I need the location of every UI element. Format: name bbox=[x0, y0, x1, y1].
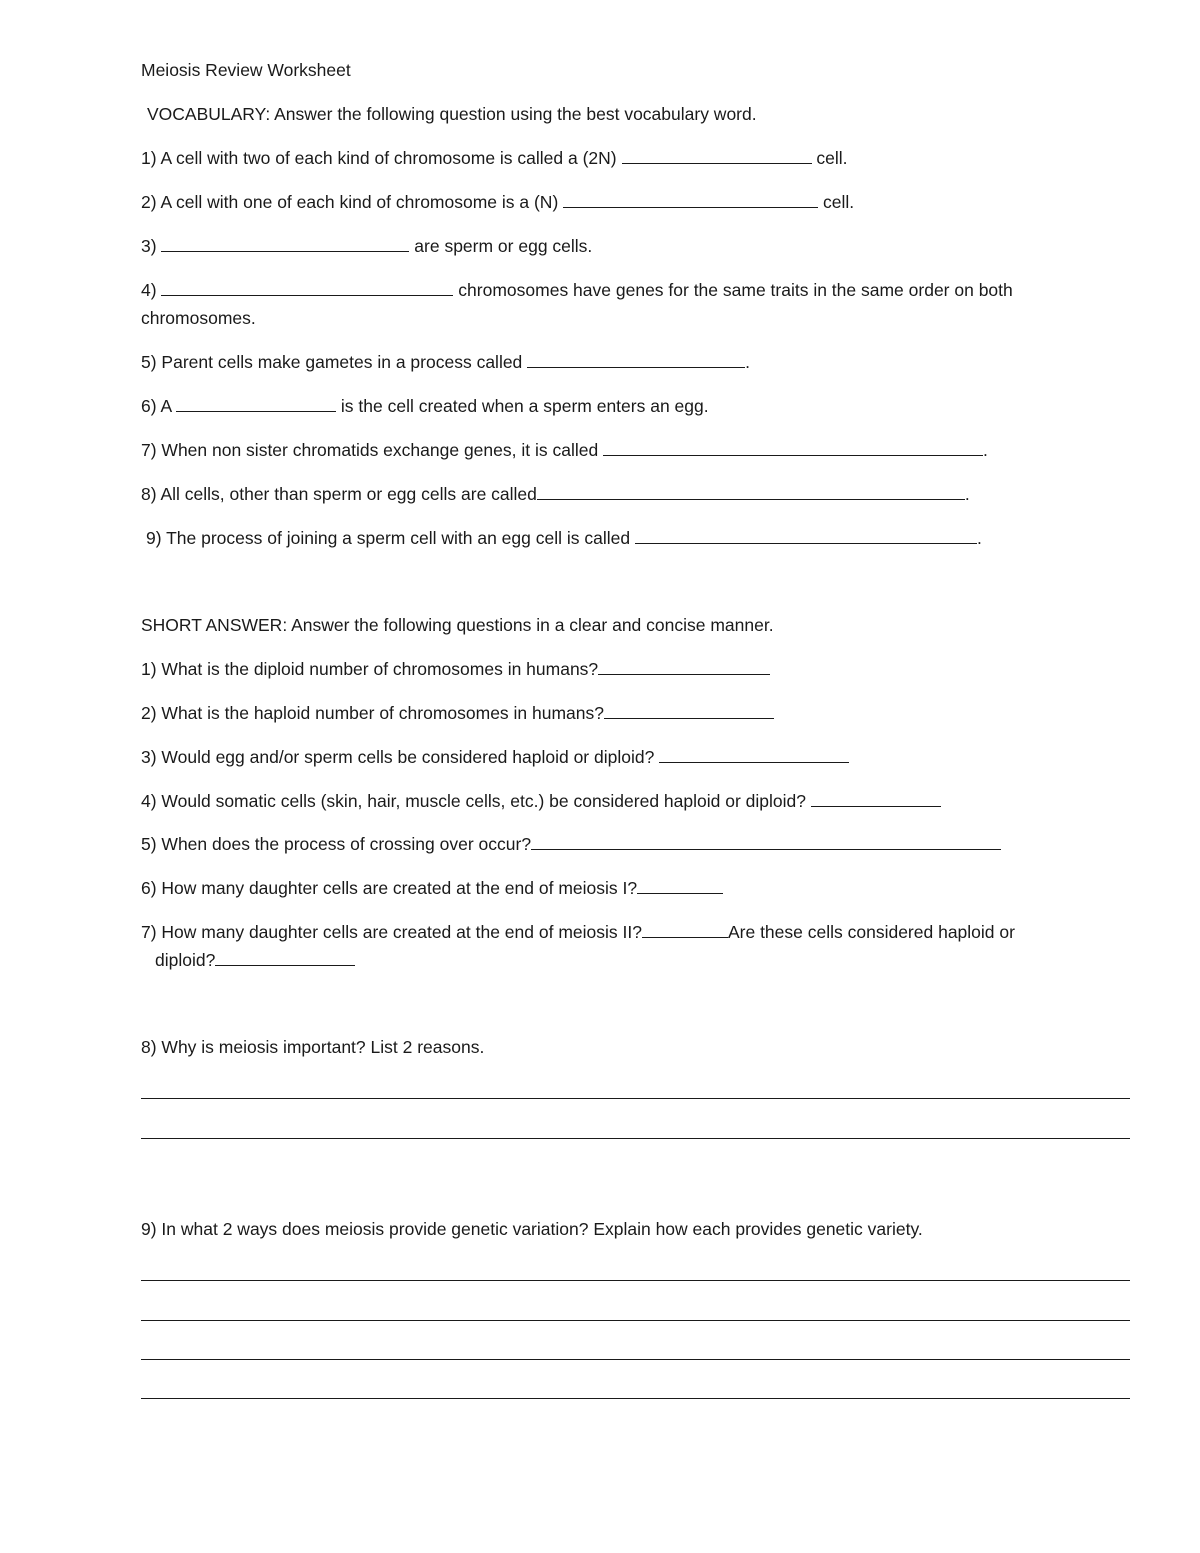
vocabulary-instructions bbox=[147, 103, 757, 125]
vocab-q9-text: 9) The process of joining a sperm cell with an egg cell is called bbox=[146, 528, 635, 548]
short-q5-answer-blank[interactable] bbox=[531, 833, 1001, 850]
q8-answer-line-1[interactable] bbox=[141, 1098, 1130, 1099]
vocab-q6-answer-blank[interactable] bbox=[176, 395, 336, 412]
vocab-q5-suffix: . bbox=[745, 352, 751, 372]
short-question-5 bbox=[141, 833, 1001, 855]
vocab-q4-continuation: chromosomes. bbox=[141, 308, 256, 328]
short-question-2 bbox=[141, 702, 774, 724]
short-question-8: 8) Why is meiosis important? List 2 reasons. bbox=[141, 1037, 485, 1057]
vocab-question-3 bbox=[141, 235, 592, 257]
vocab-question-2 bbox=[141, 191, 854, 213]
q9-answer-line-3[interactable] bbox=[141, 1359, 1130, 1360]
short-question-3 bbox=[141, 746, 849, 768]
short-q5-text: 5) When does the process of crossing over occur? bbox=[141, 834, 532, 854]
short-answer-instruction: Answer the following questions in a clear and concise manner. bbox=[287, 615, 774, 635]
short-q4-answer-blank[interactable] bbox=[811, 790, 941, 807]
short-answer-instructions bbox=[141, 614, 774, 636]
vocab-q3-answer-blank[interactable] bbox=[161, 235, 409, 252]
short-q7-continuation bbox=[155, 949, 355, 971]
short-q6-answer-blank[interactable] bbox=[637, 877, 723, 894]
vocab-q4-answer-blank[interactable] bbox=[161, 279, 453, 296]
q8-answer-line-2[interactable] bbox=[141, 1138, 1130, 1139]
vocab-question-5 bbox=[141, 351, 750, 373]
vocab-q2-suffix: cell. bbox=[818, 192, 855, 212]
vocab-q1-text: 1) A cell with two of each kind of chromosome is called a (2N) bbox=[141, 148, 622, 168]
worksheet-title: Meiosis Review Worksheet bbox=[141, 60, 351, 80]
vocab-q5-text: 5) Parent cells make gametes in a process called bbox=[141, 352, 528, 372]
short-q7-answer-blank-count[interactable] bbox=[642, 921, 728, 938]
short-q1-answer-blank[interactable] bbox=[598, 658, 770, 675]
vocab-q8-suffix: . bbox=[964, 484, 970, 504]
short-q7-answer-blank-type[interactable] bbox=[215, 949, 355, 966]
short-question-4 bbox=[141, 790, 941, 812]
vocab-q4-text: chromosomes have genes for the same traits in the same order on both bbox=[453, 280, 1013, 300]
short-question-1 bbox=[141, 658, 770, 680]
vocab-q3-prefix: 3) bbox=[141, 236, 162, 256]
vocab-question-4 bbox=[141, 279, 1013, 301]
short-q6-text: 6) How many daughter cells are created at the end of meiosis I? bbox=[141, 878, 638, 898]
vocab-q5-answer-blank[interactable] bbox=[527, 351, 745, 368]
vocab-q2-answer-blank[interactable] bbox=[563, 191, 818, 208]
vocab-q7-answer-blank[interactable] bbox=[603, 439, 983, 456]
short-q2-text: 2) What is the haploid number of chromosomes in humans? bbox=[141, 703, 605, 723]
short-question-9: 9) In what 2 ways does meiosis provide genetic variation? Explain how each provides genetic variety. bbox=[141, 1219, 923, 1239]
vocabulary-instruction: Answer the following question using the best vocabulary word. bbox=[270, 104, 757, 124]
short-q3-text: 3) Would egg and/or sperm cells be considered haploid or diploid? bbox=[141, 747, 660, 767]
vocab-q4-prefix: 4) bbox=[141, 280, 162, 300]
short-q7-followup: Are these cells considered haploid or bbox=[727, 922, 1015, 942]
q9-answer-line-2[interactable] bbox=[141, 1320, 1130, 1321]
short-q1-text: 1) What is the diploid number of chromosomes in humans? bbox=[141, 659, 599, 679]
vocab-q1-answer-blank[interactable] bbox=[622, 147, 812, 164]
short-answer-heading: SHORT ANSWER: bbox=[141, 615, 288, 635]
vocab-question-9 bbox=[146, 527, 982, 549]
short-q2-answer-blank[interactable] bbox=[604, 702, 774, 719]
short-q7-text: 7) How many daughter cells are created at the end of meiosis II? bbox=[141, 922, 642, 942]
vocab-q2-text: 2) A cell with one of each kind of chromosome is a (N) bbox=[141, 192, 564, 212]
short-question-7 bbox=[141, 921, 1015, 943]
vocab-q7-suffix: . bbox=[983, 440, 988, 460]
vocab-question-6 bbox=[141, 395, 709, 417]
q9-answer-line-4[interactable] bbox=[141, 1398, 1130, 1399]
q9-answer-line-1[interactable] bbox=[141, 1280, 1130, 1281]
vocab-q7-text: 7) When non sister chromatids exchange genes, it is called bbox=[141, 440, 604, 460]
short-q3-answer-blank[interactable] bbox=[659, 746, 849, 763]
vocab-q8-answer-blank[interactable] bbox=[537, 483, 965, 500]
vocabulary-heading: VOCABULARY: bbox=[147, 104, 271, 124]
vocab-question-7 bbox=[141, 439, 988, 461]
vocab-q8-text: 8) All cells, other than sperm or egg cells are called bbox=[141, 484, 537, 504]
vocab-q9-suffix: . bbox=[976, 528, 982, 548]
vocab-q3-text: are sperm or egg cells. bbox=[409, 236, 593, 256]
vocab-question-8 bbox=[141, 483, 970, 505]
vocab-q6-text: is the cell created when a sperm enters an egg. bbox=[336, 396, 709, 416]
short-q7-continuation-text: diploid? bbox=[155, 950, 216, 970]
short-question-6 bbox=[141, 877, 723, 899]
short-q4-text: 4) Would somatic cells (skin, hair, muscle cells, etc.) be considered haploid or diploid? bbox=[141, 791, 811, 811]
vocab-question-1 bbox=[141, 147, 847, 169]
vocab-q1-suffix: cell. bbox=[811, 148, 848, 168]
vocab-q9-answer-blank[interactable] bbox=[635, 527, 977, 544]
vocab-q6-prefix: 6) A bbox=[141, 396, 177, 416]
